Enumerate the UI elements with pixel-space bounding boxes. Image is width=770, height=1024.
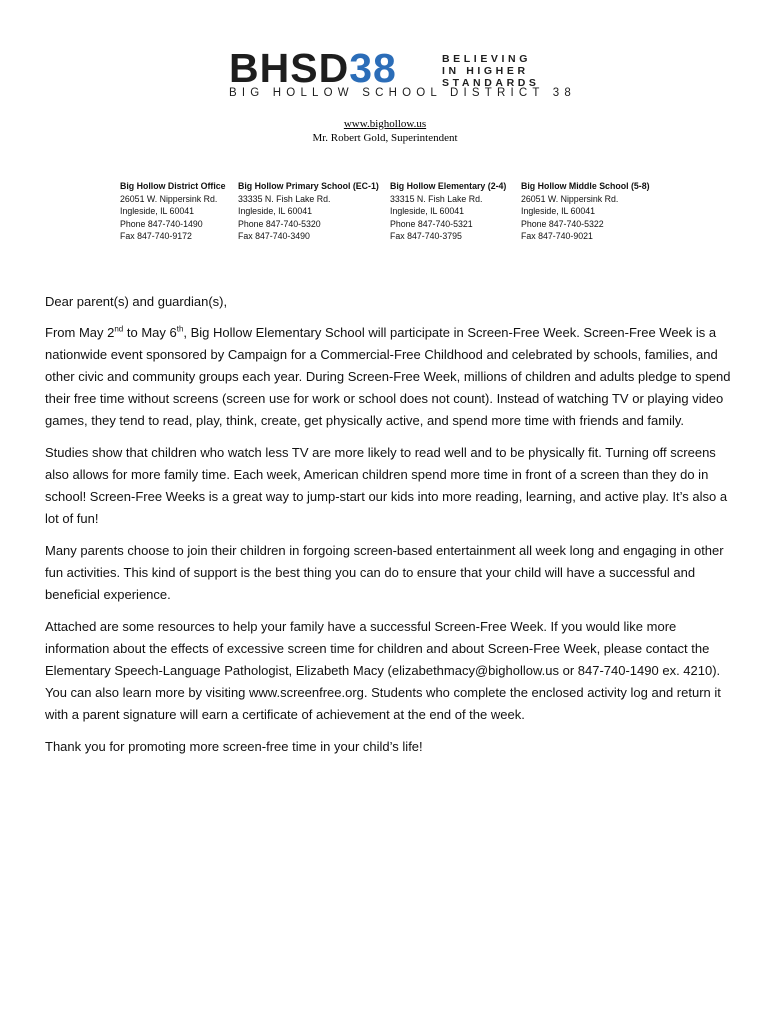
p1-sup-th: th	[176, 324, 184, 334]
letter-paragraph-2: Studies show that children who watch less TV are more likely to read well and to be physically fit. Turning off screens also allows for more family time. Each week, American children spend more time in front of a screen than they do in school! Screen-Free Weeks is a great way to jump-start our kids into more reading, learning, and active play. It’s also a lot of fun!	[45, 445, 728, 526]
tagline-line-3: STANDARDS	[442, 77, 540, 89]
logo-tagline	[442, 53, 540, 89]
letter-closing: Thank you for promoting more screen-free time in your child’s life!	[45, 739, 423, 754]
logo-letters: BHSD	[229, 45, 350, 91]
tagline-line-2: IN HIGHER	[442, 65, 529, 77]
office-phone: Phone 847-740-5320	[238, 218, 321, 229]
office-fax: Fax 847-740-9021	[521, 231, 593, 241]
p1-part-c: , Big Hollow Elementary School will participate in Screen-Free Week. Screen-Free Week is a nationwide event sponsored by Campaign for a Commercial-Free Childhood and celebrated by schools, families, and other civic and community groups each year. During Screen-Free Week, millions of children and adults pledge to spend their free time without screens (screen use for work or school does not count). Instead of watching TV or playing video games, they tend to read, play, think, create, get physically active, and spend more time with friends and family.	[45, 325, 731, 428]
office-block-primary	[238, 180, 379, 243]
letter-body	[45, 291, 735, 768]
superintendent-line: Mr. Robert Gold, Superintendent	[312, 132, 458, 144]
office-city: Ingleside, IL 60041	[390, 206, 465, 216]
logo-district-name: BIG HOLLOW SCHOOL DISTRICT 38	[229, 87, 576, 99]
office-name: Big Hollow Middle School (5-8)	[521, 181, 650, 191]
letter-greeting: Dear parent(s) and guardian(s),	[45, 294, 228, 309]
office-name: Big Hollow Primary School (EC-1)	[238, 181, 379, 191]
office-phone: Phone 847-740-1490	[120, 218, 203, 229]
office-address: 26051 W. Nippersink Rd.	[120, 193, 218, 204]
office-fax: Fax 847-740-3490	[238, 231, 310, 241]
tagline-line-1: BELIEVING	[442, 53, 531, 65]
letter-paragraph-4: Attached are some resources to help your family have a successful Screen-Free Week. If you would like more information about the effects of excessive screen time for children and about Screen-Free Week, please contact the Elementary Speech-Language Pathologist, Elizabeth Macy (elizabethmacy@bighollow.us or 847-740-1490 ex. 4210). You can also learn more by visiting www.screenfree.org. Students who complete the enclosed activity log and return it with a parent signature will earn a certificate of achievement at the end of the week.	[45, 619, 721, 722]
p1-part-b: to May 6	[123, 325, 177, 340]
letter-paragraph-1	[45, 322, 735, 432]
office-city: Ingleside, IL 60041	[238, 206, 313, 216]
website-link[interactable]: www.bighollow.us	[343, 118, 427, 130]
office-city: Ingleside, IL 60041	[521, 206, 596, 216]
p1-sup-nd: nd	[114, 324, 124, 334]
office-fax: Fax 847-740-3795	[390, 231, 462, 241]
district-logo	[229, 45, 576, 100]
office-phone: Phone 847-740-5322	[521, 218, 604, 229]
logo-number: 38	[349, 45, 397, 91]
office-name: Big Hollow Elementary (2-4)	[390, 181, 507, 191]
office-block-middle	[521, 180, 650, 243]
letter-paragraph-3: Many parents choose to join their children in forgoing screen-based entertainment all week long and engaging in other fun activities. This kind of support is the best thing you can do to ensure that your child will have a successful and beneficial experience.	[45, 543, 724, 602]
office-address: 33335 N. Fish Lake Rd.	[238, 193, 331, 204]
office-address: 26051 W. Nippersink Rd.	[521, 193, 619, 204]
logo-wordmark	[229, 45, 397, 91]
office-block-elementary	[390, 180, 506, 243]
office-phone: Phone 847-740-5321	[390, 218, 473, 229]
office-name: Big Hollow District Office	[120, 181, 226, 191]
office-fax: Fax 847-740-9172	[120, 231, 192, 241]
p1-part-a: From May 2	[45, 325, 115, 340]
office-block-district	[120, 180, 226, 243]
office-address: 33315 N. Fish Lake Rd.	[390, 193, 483, 204]
office-city: Ingleside, IL 60041	[120, 206, 195, 216]
